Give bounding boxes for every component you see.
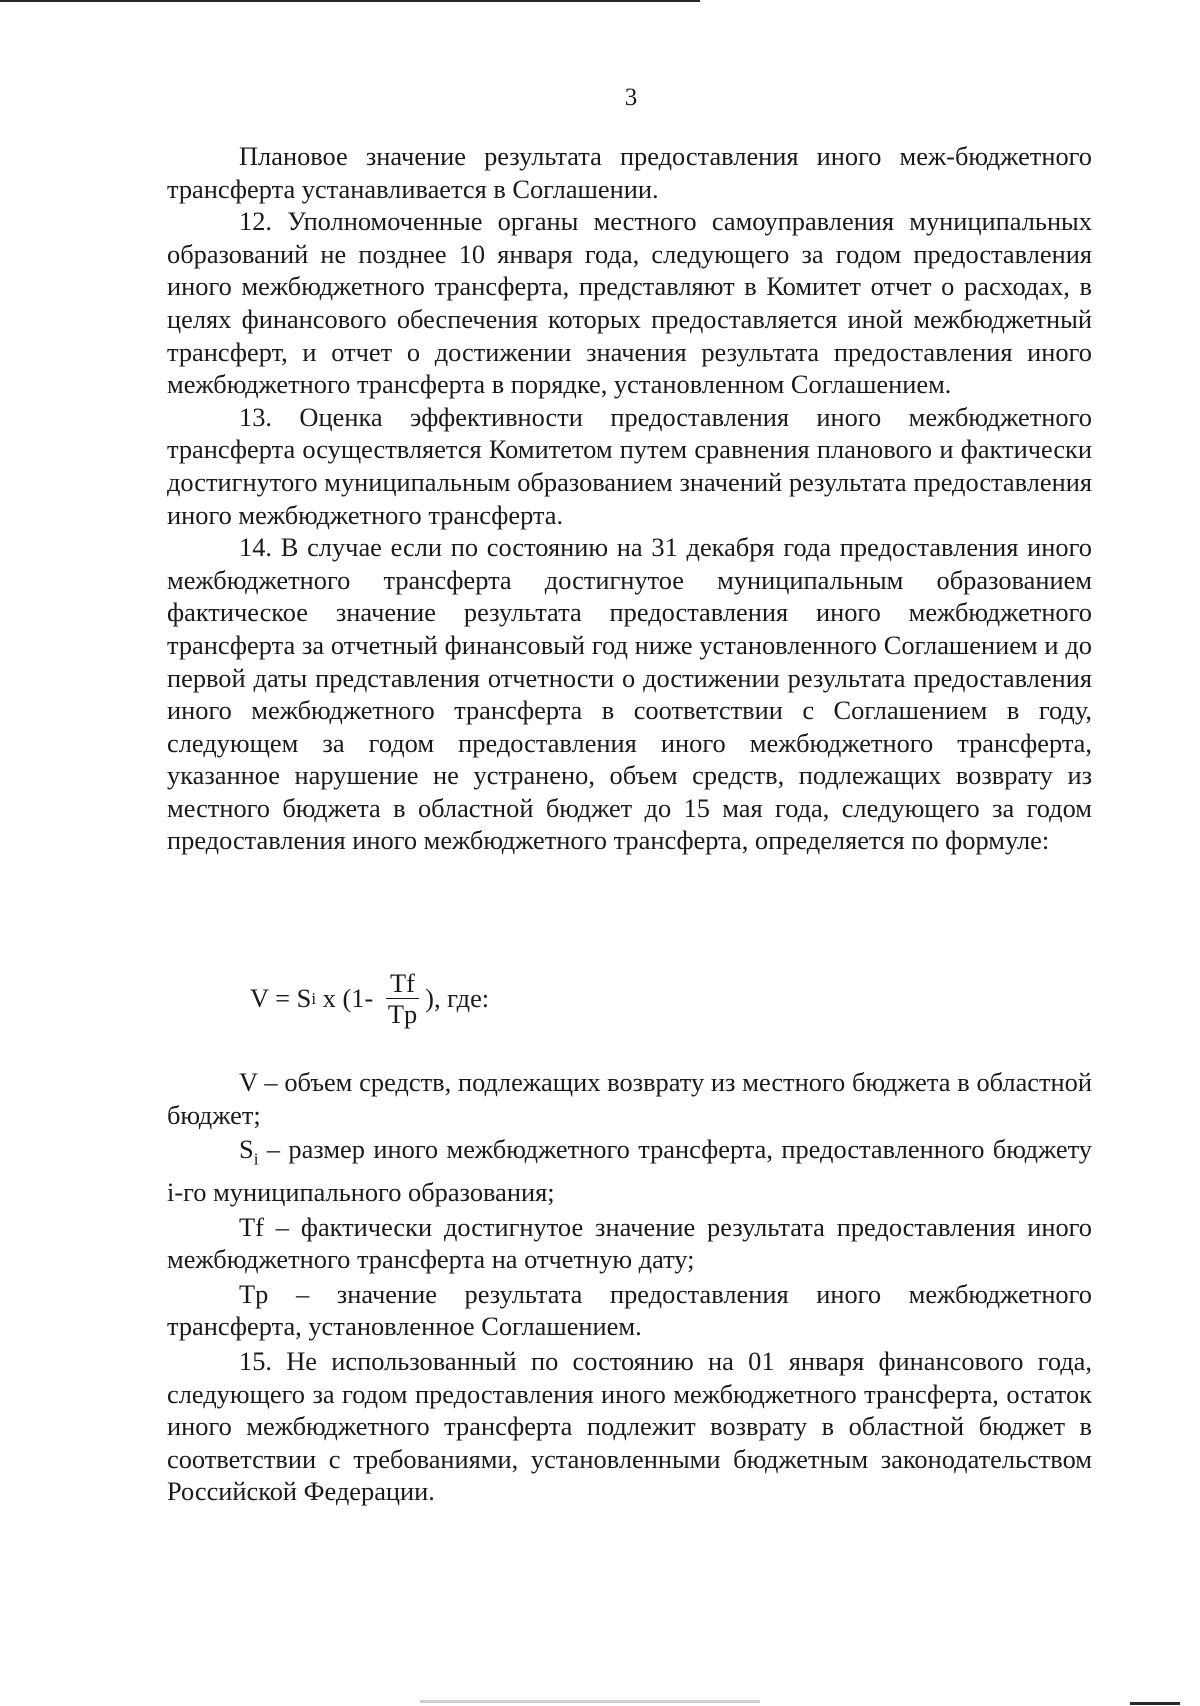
definition-tp: [167, 1278, 1092, 1343]
definition-text: – размер иного межбюджетного трансферта, предоставленного бюджету i-го муниципального образования;: [167, 1134, 1092, 1208]
fraction-numerator: Tf: [386, 968, 419, 999]
formula-fraction: [384, 968, 421, 1029]
formula-lhs: V = S: [250, 983, 312, 1013]
formula-tail: ), где:: [425, 983, 490, 1013]
page-number: 3: [624, 84, 638, 111]
definition-symbol: Tf: [239, 1211, 264, 1242]
definition-text: – фактически достигнутое значение результата предоставления иного межбюджетного трансферта на отчетную дату;: [167, 1211, 1092, 1275]
return-formula: [250, 968, 489, 1029]
definition-v: [167, 1066, 1092, 1131]
definition-si: [167, 1133, 1092, 1208]
definition-symbol: Tp: [239, 1278, 269, 1309]
scan-artifact: [420, 1700, 760, 1703]
fraction-denominator: Tp: [387, 999, 418, 1029]
formula-definitions: [167, 1066, 1092, 1508]
paragraph-12: 12. Уполномоченные органы местного самоуправления муниципальных образований не позднее 10 января года, следующего за годом предоставления иного межбюджетного трансферта, представляют в Комитет отчет о расходах, в целях финансового обеспечения которых предоставляется иной межбюджетный трансферт, и отчет о достижении значения результата предоставления иного межбюджетного трансферта в порядке, установленном Соглашением.: [167, 206, 1092, 400]
definition-text: – объем средств, подлежащих возврату из местного бюджета в областной бюджет;: [167, 1067, 1092, 1130]
document-body: [167, 140, 1092, 857]
definition-symbol: S: [239, 1134, 254, 1165]
definition-tf: [167, 1211, 1092, 1276]
definition-subscript: i: [253, 1149, 259, 1169]
definition-symbol: V: [239, 1067, 258, 1097]
formula-middle: x (1-: [316, 983, 380, 1013]
definition-text: – значение результата предоставления иного межбюджетного трансферта, установленное Соглашением.: [167, 1278, 1092, 1342]
paragraph-15: 15. Не использованный по состоянию на 01 января финансового года, следующего за годом предоставления иного межбюджетного трансферта, остаток иного межбюджетного трансферта подлежит возврату в областной бюджет в соответствии с требованиями, установленными бюджетным законодательством Российской Федерации.: [167, 1346, 1092, 1507]
paragraph-plan-value: Плановое значение результата предоставления иного меж-бюджетного трансферта устанавливается в Соглашении.: [167, 141, 1092, 204]
paragraph-13: 13. Оценка эффективности предоставления иного межбюджетного трансферта осуществляется Комитетом путем сравнения планового и фактически достигнутого муниципальным образованием значений результата предоставления иного межбюджетного трансферта.: [167, 401, 1092, 530]
paragraph-14: 14. В случае если по состоянию на 31 декабря года предоставления иного межбюджетного трансферта достигнутое муниципальным образованием фактическое значение результата предоставления иного межбюджетного трансферта за отчетный финансовый год ниже установленного Соглашением и до первой даты представления отчетности о достижении результата предоставления иного межбюджетного трансферта в соответствии с Соглашением в году, следующем за годом предоставления иного межбюджетного трансферта, указанное нарушение не устранено, объем средств, подлежащих возврату из местного бюджета в областной бюджет до 15 мая года, следующего за годом предоставления иного межбюджетного трансферта, определяется по формуле:: [167, 532, 1092, 856]
formula-subscript: i: [311, 988, 317, 1008]
top-edge-line: [0, 0, 700, 2]
scan-edge-mark: [1130, 1702, 1180, 1705]
